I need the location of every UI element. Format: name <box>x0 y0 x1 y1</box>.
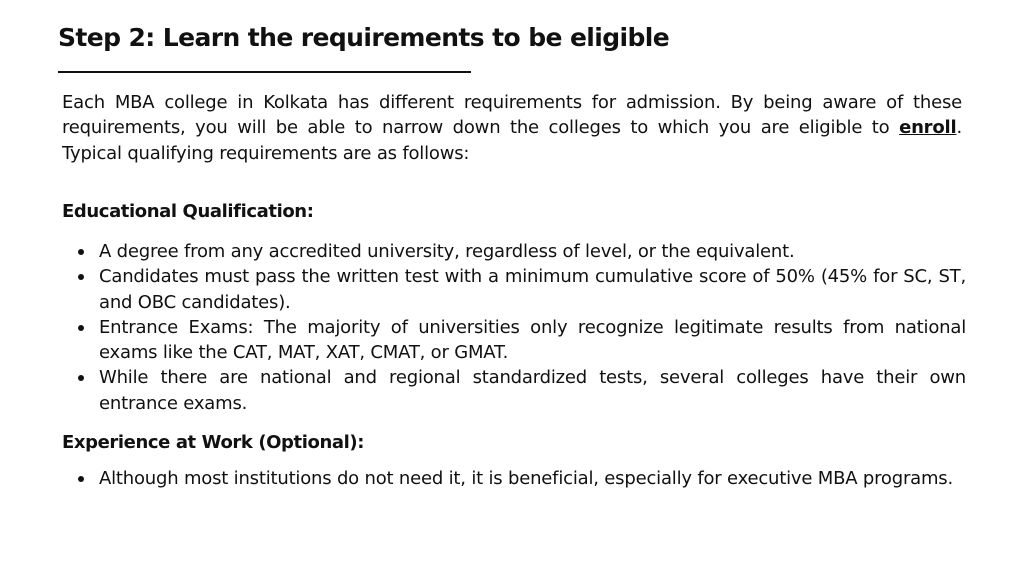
list-item-text: While there are national and regional standardized tests, several colleges have their own entrance exams. <box>99 367 966 414</box>
list-item-text: Entrance Exams: The majority of universities only recognize legitimate results from national exams like the CAT, MAT, XAT, CMAT, or GMAT. <box>99 316 966 364</box>
education-heading: Educational Qualification: <box>62 201 314 222</box>
bullet-dot <box>78 476 84 482</box>
education-list <box>72 239 966 416</box>
list-item <box>72 365 966 416</box>
list-item-text: A degree from any accredited university, regardless of level, or the equivalent. <box>99 241 795 262</box>
list-item <box>72 466 962 491</box>
experience-list <box>72 466 962 491</box>
intro-paragraph <box>62 90 962 166</box>
intro-text-end: . Typical qualifying requirements are as follows: <box>62 117 962 164</box>
list-item-text: Candidates must pass the written test with a minimum cumulative score of 50% (45% for SC, ST, and OBC candidates). <box>99 266 966 313</box>
experience-heading: Experience at Work (Optional): <box>62 432 365 453</box>
page-title: Step 2: Learn the requirements to be eligible <box>58 23 670 52</box>
bullet-dot <box>78 249 84 255</box>
list-item <box>72 264 966 315</box>
bullet-dot <box>78 375 84 381</box>
list-item <box>72 239 966 264</box>
list-item <box>72 315 966 366</box>
list-item-text: Although most institutions do not need it, it is beneficial, especially for executive MBA programs. <box>99 468 954 489</box>
enroll-link[interactable]: enroll <box>899 117 957 139</box>
title-underline <box>58 71 471 73</box>
bullet-dot <box>78 325 84 331</box>
intro-text-start: Each MBA college in Kolkata has different requirements for admission. By being aware of these requirements, you will be able to narrow down the colleges to which you are eligible to <box>62 92 962 139</box>
bullet-dot <box>78 274 84 280</box>
